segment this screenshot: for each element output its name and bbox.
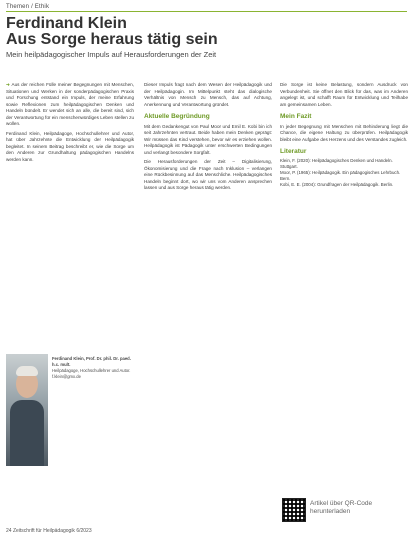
headline: Aus Sorge heraus tätig sein (6, 31, 218, 48)
column-2 (144, 82, 272, 195)
author-name: Ferdinand Klein (6, 15, 127, 32)
lead-paragraph: ➜ Aus der reichen Fülle meiner Begegnungen mit Menschen, Situationen und Werken in der sonderpädagogischen Praxis und Forschung entstand ein Impuls, der meine Erfahrung sowie Reflexionen zum heilpädagogischen Denken und Handeln bündelt. Er wendet sich an alle, die bereit sind, sich der Verantwortung für ein menschenwürdiges Leben stellen zu wollen. (6, 82, 134, 126)
literature-item: Kobi, E. E. (2004): Grundfragen der Heilpädagogik. Berlin. (280, 182, 394, 187)
paragraph: Die Herausforderungen der Zeit – Digitalisierung, Ökonomisierung und die Frage nach Inklusion – verlangen eine Rückbesinnung auf das Menschliche. Heilpädagogisches Handeln beginnt dort, wo wir uns vom Anderen ansprechen lassen und aus Sorge heraus tätig werden. (144, 159, 272, 190)
author-email-link[interactable]: f.klein@gmx.de (52, 374, 81, 379)
literature-heading: Literatur (280, 148, 307, 155)
literature-item: Moor, P. (1965): Heilpädagogik. Ein pädagogisches Lehrbuch. Bern. (280, 170, 401, 181)
qr-code-icon[interactable] (282, 498, 306, 522)
qr-download-text: Artikel über QR-Code herunterladen (310, 500, 373, 515)
paragraph: In jeder Begegnung mit Menschen mit Behinderung liegt die Chance, die eigene Haltung zu überprüfen. Heilpädagogik bleibt eine Aufgabe des Herzens und des Verstandes zugleich. (280, 123, 408, 142)
paragraph: Mit dem Gedankengut von Paul Moor und Emil E. Kobi bin ich seit Jahrzehnten vertraut. Beide haben mein Denken geprägt: Wir müssen das Kind verstehen, bevor wir es erziehen wollen. Heilpädagogik ist Pädagogik unter erschwerten Bedingungen und verlangt besondere Sorgfalt. (144, 123, 272, 155)
paragraph: Ferdinand Klein, Heilpädagoge, Hochschullehrer und Autor, hat über Jahrzehnte die Entwicklung der Heilpädagogik begleitet. In seinem Beitrag beschreibt er, wie die Sorge um den Anderen zur Grundhaltung pädagogischen Handelns werden kann. (6, 130, 134, 162)
author-caption (52, 356, 132, 380)
arrow-right-icon: ➜ (6, 82, 12, 87)
section-rubric: Themen / Ethik (6, 4, 407, 12)
paragraph: Dieser Impuls fragt nach dem Wesen der Heilpädagogik und der Heilpädagogin. Im Mittelpunkt steht das dialogische Verhältnis von Mensch zu Mensch, das auf Achtung, Anerkennung und Verantwortung gründet. (144, 82, 272, 107)
page-footer: 24 Zeitschrift für Heilpädagogik 6/2023 (6, 528, 92, 534)
section-heading: Mein Fazit (280, 113, 312, 120)
paragraph: Die Sorge ist keine Belastung, sondern Ausdruck von Verbundenheit. Sie öffnet den Blick für das, was im Anderen angelegt ist, und schafft Raum für Entwicklung und Teilhabe am gemeinsamen Leben. (280, 82, 408, 107)
column-1 (6, 82, 134, 166)
literature-item: Klein, F. (2020): Heilpädagogisches Denken und Handeln. Stuttgart. (280, 158, 393, 169)
article-subtitle: Mein heilpädagogischer Impuls auf Herausforderungen der Zeit (6, 50, 217, 59)
literature-list (280, 149, 408, 188)
caption-name: Ferdinand Klein, Prof. Dr. phil. Dr. paed. h.c. mult. (52, 356, 131, 367)
column-3 (280, 82, 408, 188)
author-photo (6, 354, 48, 466)
caption-text: Heilpädagoge, Hochschullehrer und Autor. (52, 368, 131, 373)
article-title (6, 16, 218, 48)
section-heading: Aktuelle Begründung (144, 113, 210, 120)
